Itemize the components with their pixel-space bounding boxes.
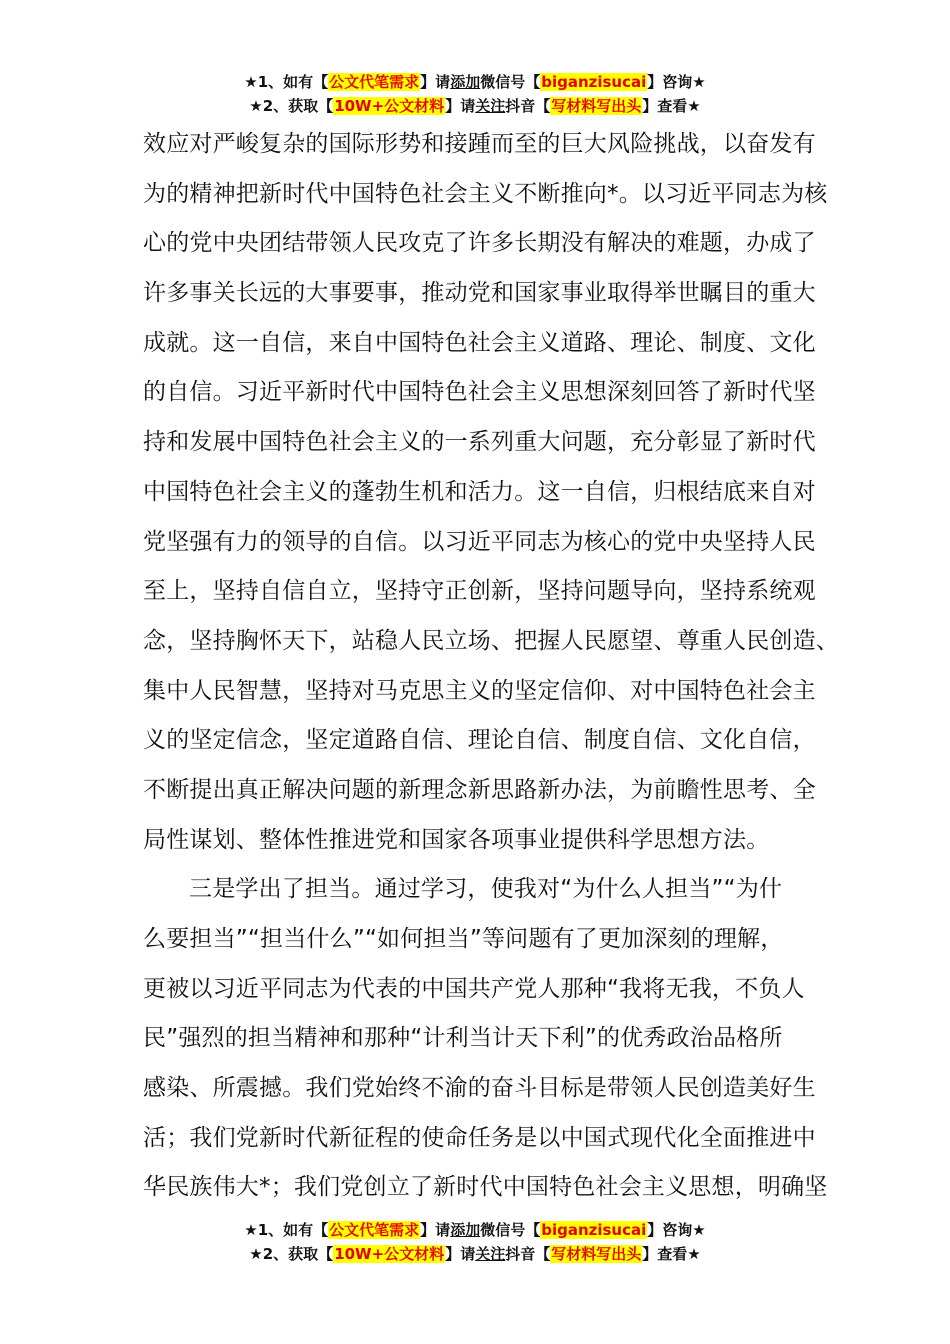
text-line: 许多事关长远的大事要事，推动党和国家事业取得举世瞩目的重大 <box>143 280 816 307</box>
banner-text: 抖音【 <box>505 97 551 115</box>
banner-text: 微信号【 <box>480 73 541 91</box>
banner-text: 】查看★ <box>642 97 701 115</box>
banner-line-2 <box>0 1242 950 1266</box>
text-line: 至上，坚持自信自立，坚持守正创新，坚持问题导向，坚持系统观 <box>143 578 816 605</box>
paragraph-start-line: 三是学出了担当。通过学习，使我对“为什么人担当”“为什 <box>189 876 783 903</box>
banner-text: 】请 <box>445 97 476 115</box>
banner-emphasis: 添加 <box>450 1221 481 1239</box>
banner-line-2 <box>0 94 950 118</box>
banner-highlight: 公文代笔需求 <box>329 73 420 91</box>
text-line: 持和发展中国特色社会主义的一系列重大问题，充分彰显了新时代 <box>143 429 816 456</box>
text-line: 心的党中央团结带领人民攻克了许多长期没有解决的难题，办成了 <box>143 230 816 257</box>
banner-highlight: 公文代笔需求 <box>329 1221 420 1239</box>
banner-emphasis: 关注 <box>475 97 506 115</box>
banner-line-1 <box>0 1218 950 1242</box>
banner-text: 抖音【 <box>505 1245 551 1263</box>
banner-text: ★1、如有【 <box>244 1221 329 1239</box>
banner-text: ★1、如有【 <box>244 73 329 91</box>
text-line: 么要担当”“担当什么”“如何担当”等问题有了更加深刻的理解， <box>143 926 784 952</box>
text-line: 中国特色社会主义的蓬勃生机和活力。这一自信，归根结底来自对 <box>143 478 816 505</box>
text-line: 为的精神把新时代中国特色社会主义不断推向*。以习近平同志为核 <box>143 180 828 207</box>
header-banner <box>0 70 950 118</box>
banner-emphasis: 添加 <box>450 73 481 91</box>
text-line: 念，坚持胸怀天下，站稳人民立场、把握人民愿望、尊重人民创造、 <box>143 627 839 654</box>
banner-line-1 <box>0 70 950 94</box>
banner-highlight: biganzisucai <box>541 73 647 91</box>
banner-text: 微信号【 <box>480 1221 541 1239</box>
text-line: 感染、所震撼。我们党始终不渝的奋斗目标是带领人民创造美好生 <box>143 1075 816 1102</box>
banner-text: 】咨询★ <box>647 1221 706 1239</box>
text-line: 的自信。习近平新时代中国特色社会主义思想深刻回答了新时代坚 <box>143 379 816 406</box>
banner-text: 】查看★ <box>642 1245 701 1263</box>
banner-text: 】请 <box>420 73 451 91</box>
banner-text: 】咨询★ <box>647 73 706 91</box>
footer-banner <box>0 1218 950 1266</box>
banner-highlight: biganzisucai <box>541 1221 647 1239</box>
text-line: 民”强烈的担当精神和那种“计利当计天下利”的优秀政治品格所 <box>143 1025 783 1052</box>
banner-highlight: 写材料写出头 <box>551 97 642 115</box>
banner-emphasis: 关注 <box>475 1245 506 1263</box>
text-line: 活；我们党新时代新征程的使命任务是以中国式现代化全面推进中 <box>143 1124 816 1151</box>
banner-highlight: 10W+公文材料 <box>334 1245 445 1263</box>
text-line: 义的坚定信念，坚定道路自信、理论自信、制度自信、文化自信， <box>143 727 816 754</box>
banner-highlight: 写材料写出头 <box>551 1245 642 1263</box>
banner-text: 】请 <box>420 1221 451 1239</box>
text-line: 成就。这一自信，来自中国特色社会主义道路、理论、制度、文化 <box>143 329 816 356</box>
banner-text: ★2、获取【 <box>249 97 334 115</box>
text-line: 集中人民智慧，坚持对马克思主义的坚定信仰、对中国特色社会主 <box>143 677 816 704</box>
text-line: 党坚强有力的领导的自信。以习近平同志为核心的党中央坚持人民 <box>143 528 816 555</box>
banner-highlight: 10W+公文材料 <box>334 97 445 115</box>
text-line: 不断提出真正解决问题的新理念新思路新办法，为前瞻性思考、全 <box>143 776 816 803</box>
text-line: 华民族伟大*；我们党创立了新时代中国特色社会主义思想，明确坚 <box>143 1174 828 1201</box>
text-line: 效应对严峻复杂的国际形势和接踵而至的巨大风险挑战，以奋发有 <box>143 131 816 157</box>
text-line: 局性谋划、整体性推进党和国家各项事业提供科学思想方法。 <box>143 826 770 853</box>
text-line: 更被以习近平同志为代表的中国共产党人那种“我将无我，不负人 <box>143 975 805 1002</box>
banner-text: 】请 <box>445 1245 476 1263</box>
document-body <box>143 120 839 1213</box>
banner-text: ★2、获取【 <box>249 1245 334 1263</box>
